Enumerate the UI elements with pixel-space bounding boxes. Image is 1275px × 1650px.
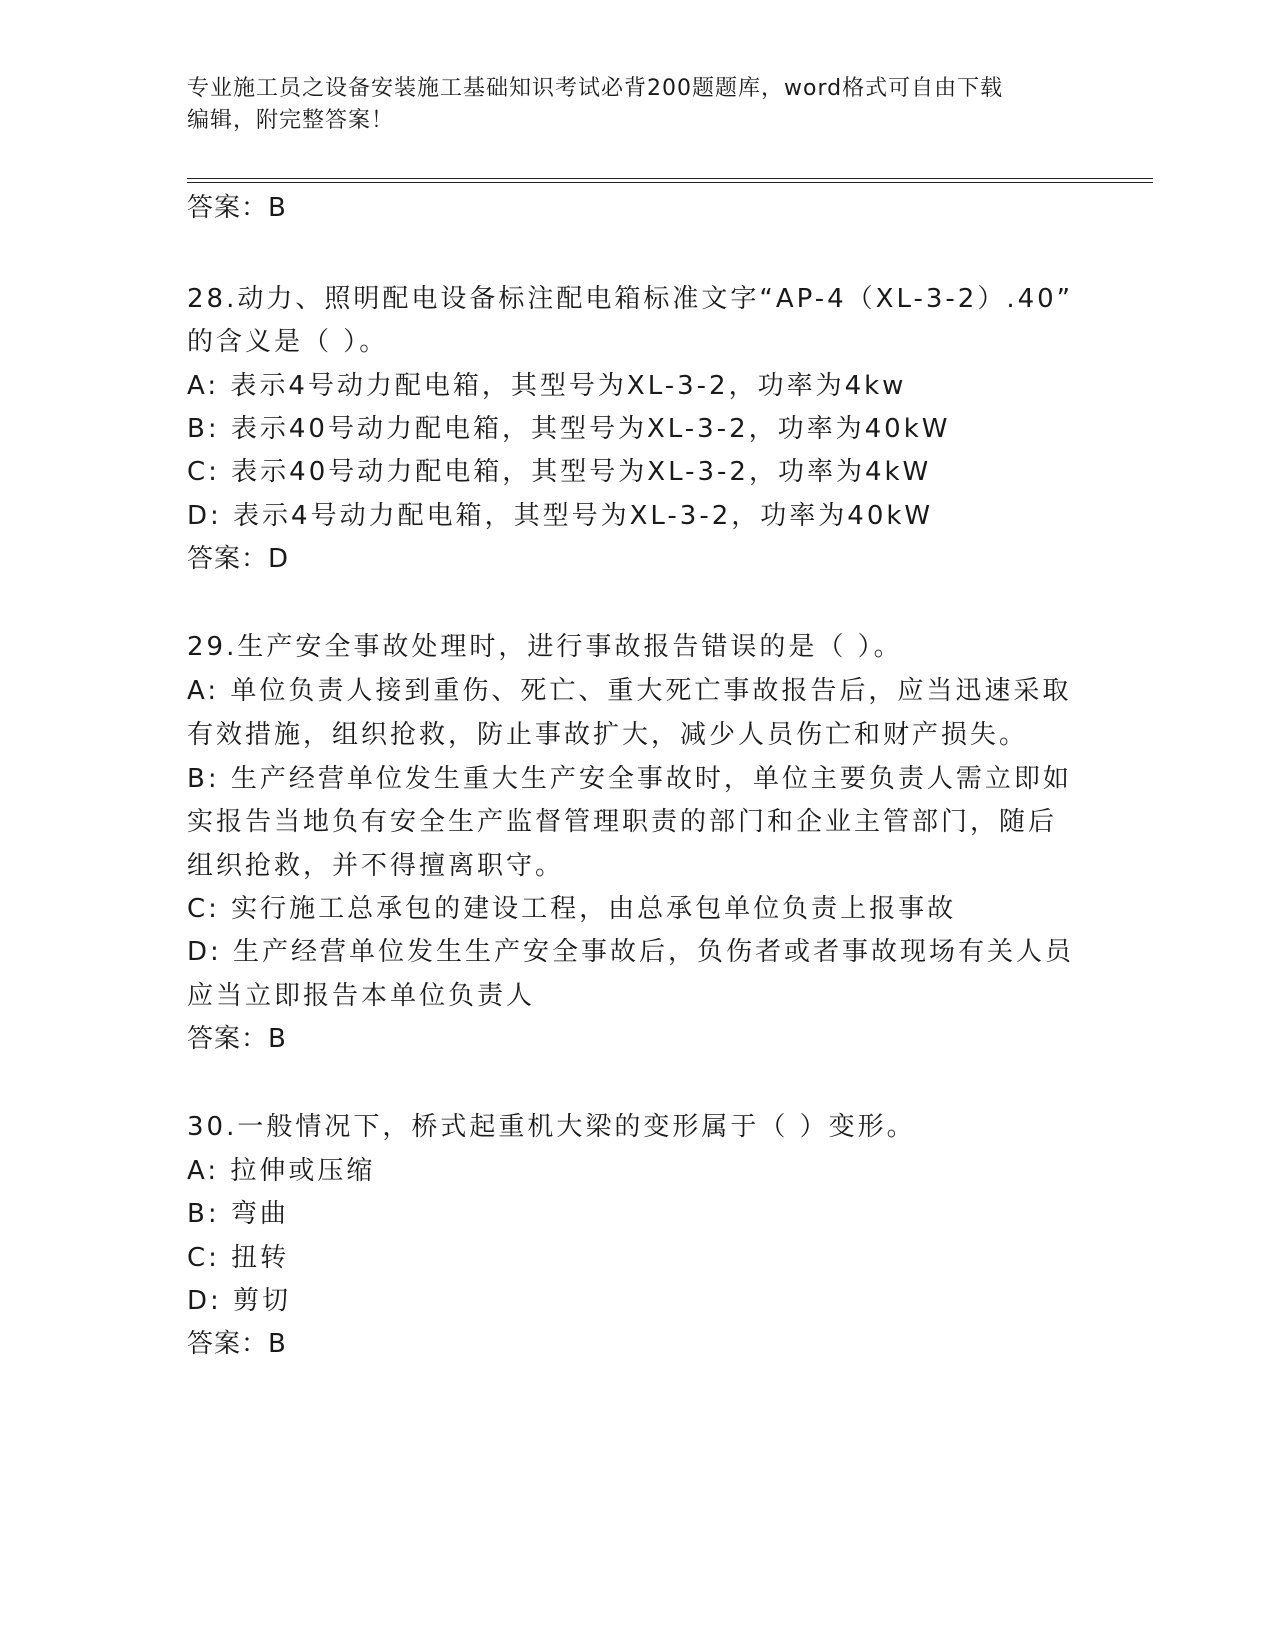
question-30-stem: 30.一般情况下，桥式起重机大梁的变形属于（ ）变形。 [187,1112,916,1142]
answer-27: 答案：B [187,193,287,223]
question-28-stem-line-2: 的含义是（ ）。 [187,327,389,357]
header-line-2: 编辑，附完整答案！ [187,108,395,133]
question-29-option-a-line-2: 有效措施，组织抢救，防止事故扩大，减少人员伤亡和财产损失。 [187,720,1029,750]
question-30-option-d: D: 剪切 [187,1286,292,1316]
question-29-option-a-line-1: A: 单位负责人接到重伤、死亡、重大死亡事故报告后，应当迅速采取 [187,676,1072,706]
question-29-option-b-line-2: 实报告当地负有安全生产监督管理职责的部门和企业主管部门，随后 [187,807,1058,837]
question-29-option-c: C: 实行施工总承包的建设工程，由总承包单位负责上报事故 [187,894,957,924]
question-29-stem: 29.生产安全事故处理时，进行事故报告错误的是（ ）。 [187,632,903,662]
header-divider-bottom [187,182,1153,183]
question-28-option-c: C: 表示40号动力配电箱，其型号为XL-3-2，功率为4kW [187,457,932,487]
question-29-option-b-line-1: B: 生产经营单位发生重大生产安全事故时，单位主要负责人需立即如 [187,764,1072,794]
header-divider-top [187,178,1153,179]
question-29-option-d-line-1: D: 生产经营单位发生生产安全事故后，负伤者或者事故现场有关人员 [187,937,1075,967]
answer-29: 答案：B [187,1024,287,1054]
question-28-stem-line-1: 28.动力、照明配电设备标注配电箱标准文字“AP-4（XL-3-2）.40” [187,284,1074,314]
question-30-option-c: C: 扭转 [187,1243,290,1273]
answer-28: 答案：D [187,544,290,574]
question-30-option-b: B: 弯曲 [187,1199,289,1229]
answer-30: 答案：B [187,1329,287,1359]
header-line-1: 专业施工员之设备安装施工基础知识考试必背200题题库，word格式可自由下载 [187,76,1004,101]
document-header [187,73,1087,137]
question-28-option-b: B: 表示40号动力配电箱，其型号为XL-3-2，功率为40kW [187,414,951,444]
question-28-option-a: A: 表示4号动力配电箱，其型号为XL-3-2，功率为4kw [187,371,907,401]
question-28-option-d: D: 表示4号动力配电箱，其型号为XL-3-2，功率为40kW [187,501,934,531]
question-30-option-a: A: 拉伸或压缩 [187,1156,376,1186]
question-29-option-d-line-2: 应当立即报告本单位负责人 [187,981,536,1011]
question-29-option-b-line-3: 组织抢救，并不得擅离职守。 [187,851,565,881]
